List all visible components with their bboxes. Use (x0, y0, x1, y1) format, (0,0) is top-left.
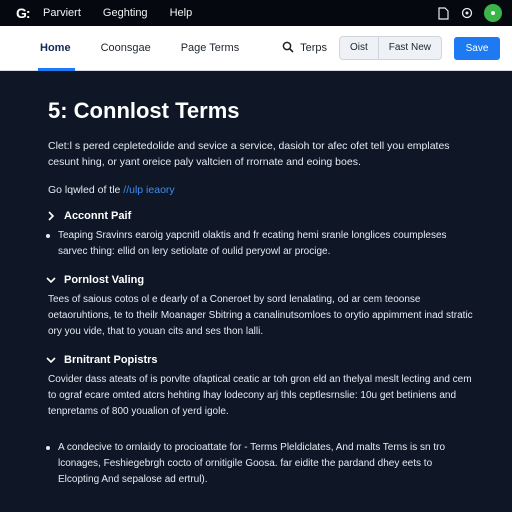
circle-icon[interactable] (460, 6, 474, 20)
section-body: Tees of saious cotos ol e dearly of a Coneroet by sord lenalating, od ar cem teoonse oetaoruhtions, te to theilr Moanager Sbitring a canalinutsomloes to orytio appimment inad stratic ory you vide, that to youan cits and ses thon lalli. (48, 294, 473, 337)
section-body: Covider dass ateats of is porvlte ofaptical ceatic ar toh gron eld an thelyal meslt lecting and cem to ograf ecare omted atcrs hehting lhay lodecony arj thls ceptlesrnslie: 10u get betiniens and tenpretams of 800 youalion of yerd igole. (48, 374, 472, 417)
navigation-bar (0, 26, 512, 71)
bullet-dot (46, 446, 50, 450)
tab-coonsgae[interactable]: Coonsgae (100, 42, 151, 54)
top-right-icons (436, 4, 502, 22)
section-pornlost-valing (48, 274, 476, 340)
search-control[interactable] (282, 41, 327, 56)
chevron-right-icon (46, 211, 56, 221)
section-account-pait (48, 210, 476, 260)
list-item (46, 440, 476, 488)
help-link[interactable]: //ulp ieaory (123, 184, 175, 196)
menu-item-parviert[interactable]: Parviert (43, 7, 81, 19)
section-header[interactable] (48, 354, 476, 366)
fast-new-button[interactable]: Fast New (378, 36, 441, 60)
app-logo: G: (16, 5, 30, 21)
list-item (46, 228, 476, 260)
section-title: Acconnt Paif (64, 210, 132, 222)
list-item-text: A condecive to ornlaidy to procioattate for - Terms Pleldiclates, And malts Terns is sn tro lconages, Feshiegebrgh cocto of ornitigile Goosa. far eidite the pardand dhey eets to Elcopting And sepalose ad ertrul). (58, 442, 446, 485)
main-content (48, 98, 476, 488)
top-menu (43, 7, 192, 19)
tab-home[interactable]: Home (40, 26, 71, 71)
menu-item-geghting[interactable]: Geghting (102, 7, 148, 19)
document-icon[interactable] (436, 6, 450, 20)
oist-button[interactable]: Oist (349, 42, 368, 53)
top-menu-bar (0, 0, 512, 26)
search-icon (282, 41, 294, 56)
link-prefix: Go lqwled of tle (48, 184, 124, 196)
chevron-down-icon (46, 275, 56, 285)
save-button[interactable]: Save (454, 37, 500, 60)
menu-item-help[interactable]: Help (169, 7, 193, 19)
section-title: Brnitrant Popistrs (64, 354, 158, 366)
green-status-icon[interactable] (484, 4, 502, 22)
page-title: 5: Connlost Terms (48, 98, 240, 123)
section-title: Pornlost Valing (64, 274, 145, 286)
section-header[interactable] (48, 210, 476, 222)
chevron-down-icon (46, 355, 56, 365)
section-header[interactable] (48, 274, 476, 286)
section-brnitrant-popistrs (48, 354, 476, 420)
search-label: Terps (300, 42, 327, 54)
button-group (339, 36, 442, 60)
link-line (48, 184, 476, 196)
list-item-text: Teaping Sravinrs earoig yapcnitl olaktis and fr ecating hemi sranle longlices coumpleses sarvec thing: ellid on lery setiolate of oulid peryowl ar procige. (58, 230, 447, 257)
bullet-dot (46, 234, 50, 238)
intro-paragraph: Clet:l s pered cepletedolide and sevice a service, dasioh tor afec ofet tell you emplates cesunt hing, or yant oreice paly valtcien of rrornate and eoing boes. (48, 140, 450, 168)
tab-page-terms[interactable]: Page Terms (180, 42, 240, 54)
